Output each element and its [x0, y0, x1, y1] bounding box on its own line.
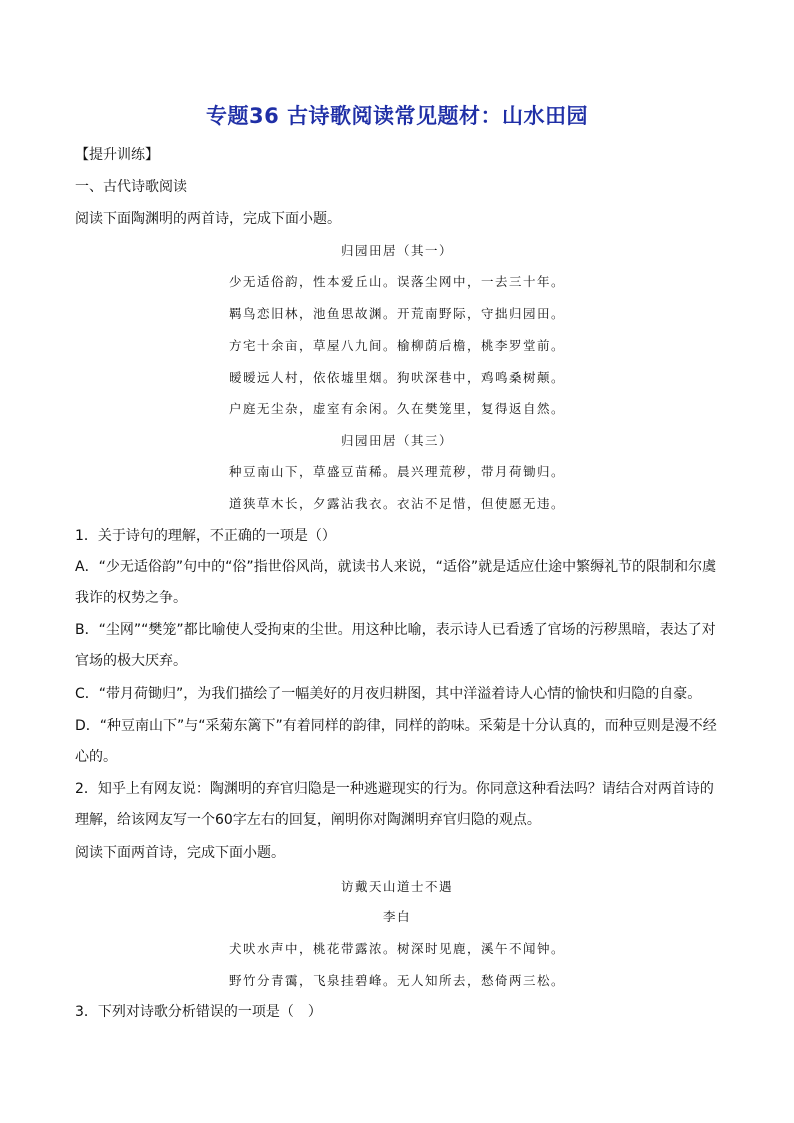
- instruction-text: 阅读下面陶渊明的两首诗，完成下面小题。: [75, 211, 341, 227]
- question-stem: 2．知乎上有网友说：陶渊明的弃官归隐是一种逃避现实的行为。你同意这种看法吗？请结合对两首诗的理解，给该网友写一个60字左右的回复，阐明你对陶渊明弃官归隐的观点。: [75, 781, 714, 828]
- answer-option-c: C．“带月荷锄归”，为我们描绘了一幅美好的月夜归耕图，其中洋溢着诗人心情的愉快和归隐的自豪。: [75, 686, 702, 702]
- poem-line: 暧暧远人村，依依墟里烟。狗吠深巷中，鸡鸣桑树颠。: [228, 370, 565, 385]
- poem-line: 犬吠水声中，桃花带露浓。树深时见鹿，溪午不闻钟。: [228, 941, 565, 956]
- poem-title: 归园田居（其三）: [340, 433, 453, 448]
- poem-line: 种豆南山下，草盛豆苗稀。晨兴理荒秽，带月荷锄归。: [228, 464, 565, 479]
- instruction-text: 阅读下面两首诗，完成下面小题。: [75, 845, 285, 861]
- poem-line: 野竹分青霭，飞泉挂碧峰。无人知所去，愁倚两三松。: [228, 973, 565, 988]
- poem-title: 访戴天山道士不遇: [340, 879, 453, 894]
- document-title: 专题36 古诗歌阅读常见题材：山水田园: [205, 104, 589, 128]
- answer-option-d: D．“种豆南山下”与“采菊东篱下”有着同样的韵律，同样的韵味。采菊是十分认真的，而种豆则是漫不经心的。: [75, 718, 717, 765]
- poem-line: 少无适俗韵，性本爱丘山。误落尘网中，一去三十年。: [228, 274, 565, 289]
- part-heading: 一、古代诗歌阅读: [75, 179, 187, 195]
- section-tag: 【提升训练】: [75, 147, 159, 163]
- answer-option-a: A．“少无适俗韵”句中的“俗”指世俗风尚，就读书人来说，“适俗”就是适应仕途中繁缛礼节的限制和尔虞我诈的权势之争。: [75, 559, 717, 606]
- poem-line: 户庭无尘杂，虚室有余闲。久在樊笼里，复得返自然。: [228, 401, 565, 416]
- question-stem: 1．关于诗句的理解，不正确的一项是（）: [75, 528, 336, 544]
- poem-title: 归园田居（其一）: [340, 243, 453, 258]
- question-stem: 3．下列对诗歌分析错误的一项是（ ）: [75, 1004, 322, 1020]
- poem-line: 羁鸟恋旧林，池鱼思故渊。开荒南野际，守拙归园田。: [228, 306, 565, 321]
- poem-author: 李白: [382, 909, 411, 924]
- answer-option-b: B．“尘网”“樊笼”都比喻使人受拘束的尘世。用这种比喻，表示诗人已看透了官场的污秽黑暗，表达了对官场的极大厌弃。: [75, 622, 716, 669]
- poem-line: 方宅十余亩，草屋八九间。榆柳荫后檐，桃李罗堂前。: [228, 338, 565, 353]
- poem-line: 道狭草木长，夕露沾我衣。衣沾不足惜，但使愿无违。: [228, 496, 565, 511]
